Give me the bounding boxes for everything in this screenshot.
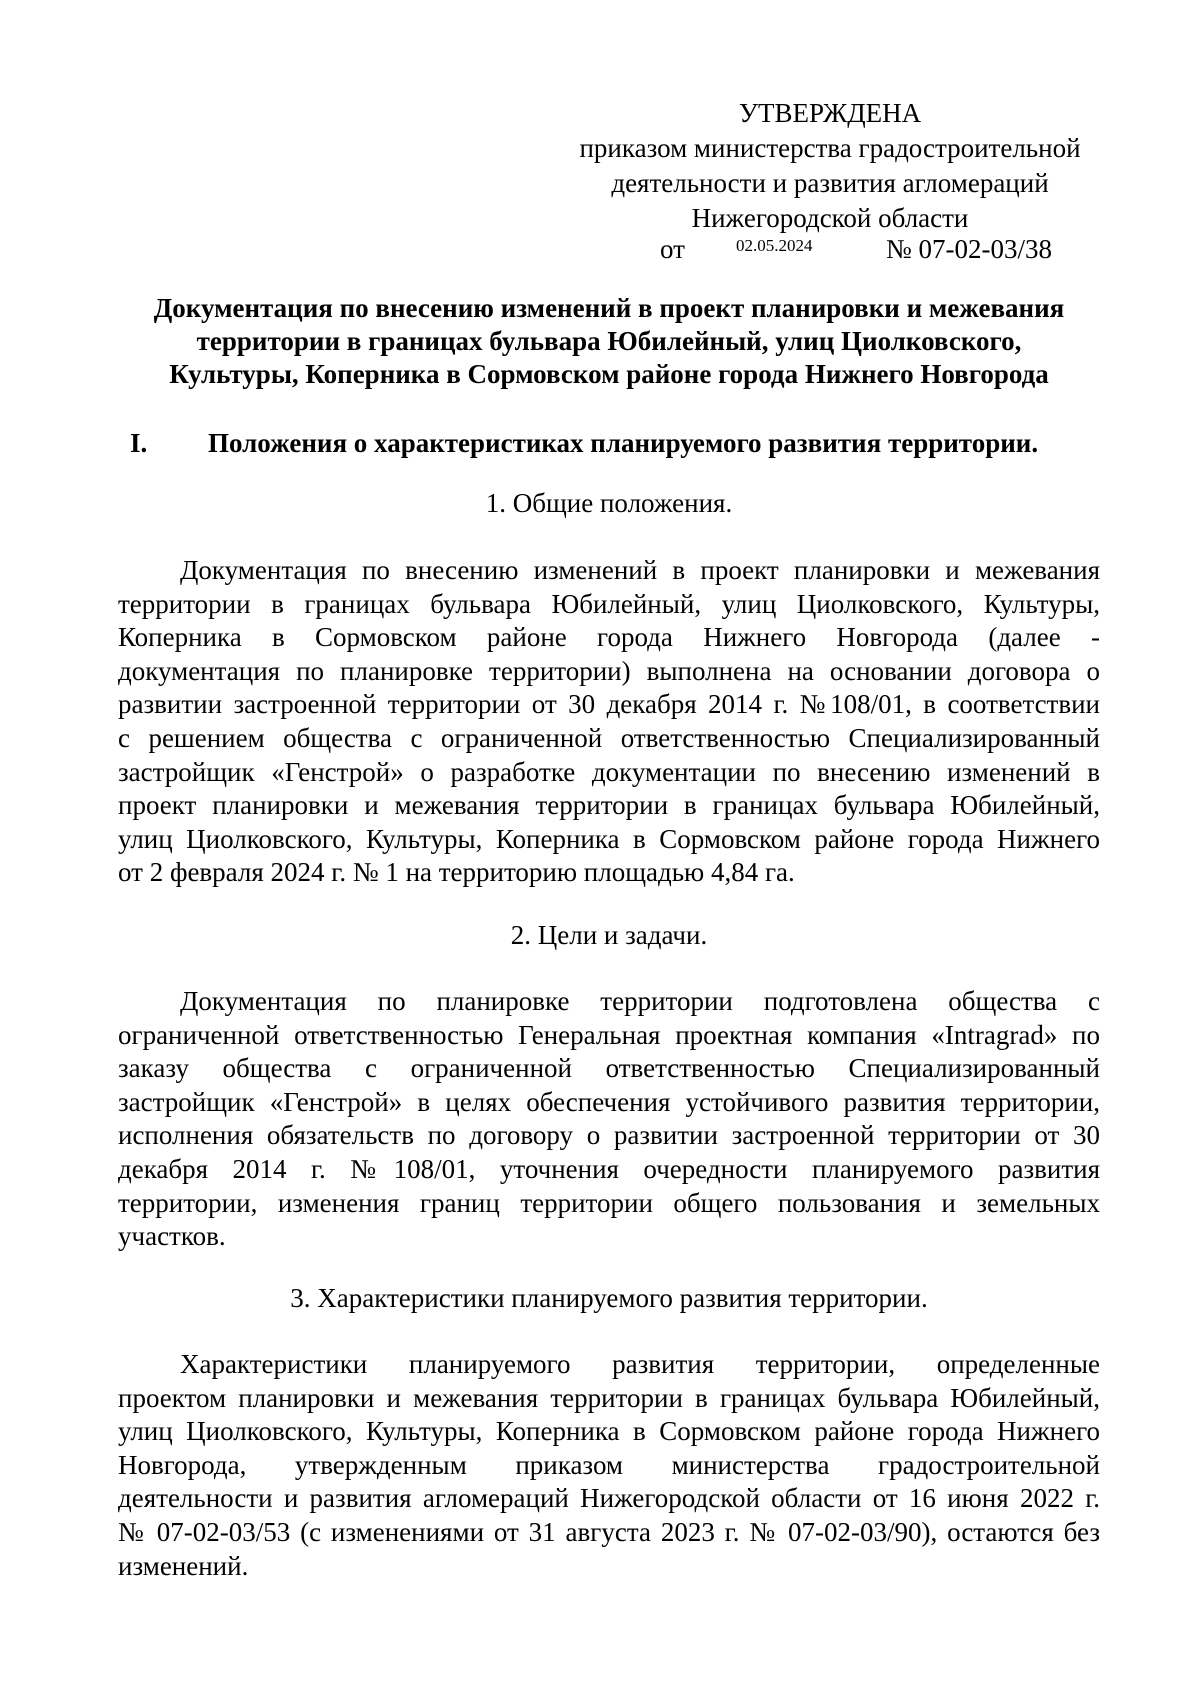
subsection-heading-1: 1. Общие положения. xyxy=(485,488,733,518)
paragraph-line: № 07-02-03/53 (с изменениями от 31 августа 2023 г. № 07-02-03/90), остаются без xyxy=(118,1516,1100,1547)
paragraph-line: территории в границах бульвара Юбилейный, улиц Циолковского, Культуры, xyxy=(118,588,1100,619)
paragraph-line: развитии застроенной территории от 30 декабря 2014 г. №108/01, в соответствии xyxy=(118,689,1100,720)
approval-date: 02.05.2024 xyxy=(736,236,813,255)
paragraph-line: заказу общества с ограниченной ответственностью Специализированный xyxy=(118,1053,1100,1084)
section-numeral: I. xyxy=(130,428,148,458)
document-title-line-2: территории в границах бульвара Юбилейный, улиц Циолковского, xyxy=(196,326,1022,356)
paragraph-line: Характеристики планируемого развития территории, определенные xyxy=(180,1349,1100,1379)
approval-stamp xyxy=(540,96,1120,236)
paragraph-line: деятельности и развития агломераций Нижегородской области от 16 июня 2022 г. xyxy=(118,1483,1100,1514)
approval-title: УТВЕРЖДЕНА xyxy=(738,98,922,128)
paragraph-line: застройщик «Генстрой» о разработке документации по внесению изменений в xyxy=(118,756,1100,787)
paragraph-line: от 2 февраля 2024 г. № 1 на территорию площадью 4,84 га. xyxy=(118,857,795,888)
paragraph-line: ограниченной ответственностью Генеральная проектная компания «Intragrad» по xyxy=(118,1019,1100,1050)
paragraph-characteristics xyxy=(118,1348,1100,1583)
document-title xyxy=(118,292,1100,391)
subsection-heading-3: 3. Характеристики планируемого развития территории. xyxy=(290,1283,928,1313)
paragraph-line: Коперника в Сормовском районе города Нижнего Новгорода (далее - xyxy=(118,622,1100,653)
paragraph-line: Документация по планировке территории подготовлена общества с xyxy=(180,986,1100,1016)
paragraph-line: с решением общества с ограниченной ответственностью Специализированный xyxy=(118,722,1100,753)
paragraph-general-provisions xyxy=(118,554,1100,890)
approval-date-row xyxy=(660,234,1120,270)
paragraph-goals xyxy=(118,985,1100,1254)
paragraph-line: декабря 2014 г. №108/01, уточнения очередности планируемого развития xyxy=(118,1153,1100,1184)
approval-line-3: Нижегородской области xyxy=(691,203,969,233)
paragraph-line: Новгорода, утвержденным приказом министерства градостроительной xyxy=(118,1449,1100,1480)
paragraph-line: Документация по внесению изменений в проект планировки и межевания xyxy=(180,555,1100,585)
section-title: Положения о характеристиках планируемого развития территории. xyxy=(208,428,1039,458)
paragraph-line: участков. xyxy=(118,1221,226,1252)
paragraph-line: документация по планировке территории) выполнена на основании договора о xyxy=(118,655,1100,686)
document-title-line-1: Документация по внесению изменений в проект планировки и межевания xyxy=(153,293,1065,323)
approval-line-2: деятельности и развития агломераций xyxy=(611,168,1049,198)
paragraph-line: улиц Циолковского, Культуры, Коперника в Сормовском районе города Нижнего xyxy=(118,1416,1100,1447)
approval-ot-label: от xyxy=(660,234,685,264)
approval-line-1: приказом министерства градостроительной xyxy=(579,133,1081,163)
paragraph-line: застройщик «Генстрой» в целях обеспечения устойчивого развития территории, xyxy=(118,1086,1100,1117)
subsection-heading-2: 2. Цели и задачи. xyxy=(510,920,708,950)
paragraph-line: проектом планировки и межевания территории в границах бульвара Юбилейный, xyxy=(118,1382,1100,1413)
paragraph-line: территории, изменения границ территории общего пользования и земельных xyxy=(118,1187,1100,1218)
document-title-line-3: Культуры, Коперника в Сормовском районе города Нижнего Новгорода xyxy=(169,359,1049,389)
paragraph-line: исполнения обязательств по договору о развитии застроенной территории от 30 xyxy=(118,1120,1100,1151)
paragraph-line: улиц Циолковского, Культуры, Коперника в Сормовском районе города Нижнего xyxy=(118,823,1100,854)
paragraph-line: проект планировки и межевания территории в границах бульвара Юбилейный, xyxy=(118,790,1100,821)
paragraph-line: изменений. xyxy=(118,1550,249,1581)
approval-number: № 07-02-03/38 xyxy=(886,234,1052,264)
